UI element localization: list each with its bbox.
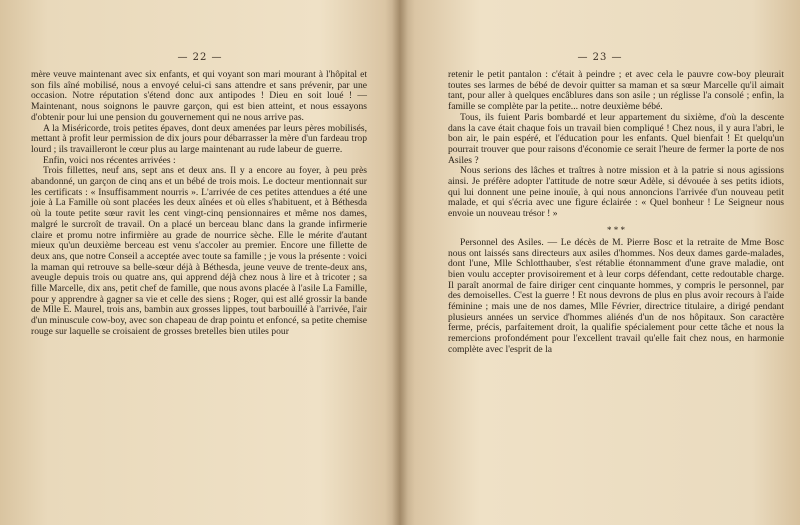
right-page-text [448, 70, 784, 356]
paragraph: A la Miséricorde, trois petites épaves, dont deux amenées par leurs pères mobilisés, mettant à profit leur permission de dix jours pour débarrasser la mère d'un fardeau trop lourd ; ils travailleront le cœur plus au large maintenant au rude labeur de guerre. [31, 122, 367, 155]
section-separator: * * * [607, 224, 625, 235]
paragraph: Nous serions des lâches et traîtres à notre mission et à la patrie si nous agissions ainsi. Je préfère adopter l'attitude de notre sœur Adèle, si dévouée à ses petits idiots, qui lui donnent une peine inouïe, à qui nous annoncions l'arrivée d'un nouveau petit malade, et qui s'écria avec une figure éclairée : « Quel bonheur ! Le Seigneur nous envoie un nouveau trésor ! » [448, 165, 784, 220]
page-number-right: — 23 — [577, 52, 623, 63]
left-page-text [31, 70, 367, 338]
paragraph: Enfin, voici nos récentes arrivées : [43, 154, 176, 166]
right-page [400, 0, 800, 525]
paragraph: retenir le petit pantalon : c'était à peindre ; et avec cela le pauvre cow-boy pleurait toutes ses larmes de bébé de devoir quitter sa maman et sa sœur Marcelle qu'il aimait tant, pour aller à quelques encâblures dans son asile ; un réglisse l'a consolé ; enfin, la famille se complète par la petite... notre deuxième bébé. [448, 69, 784, 113]
paragraph: mère veuve maintenant avec six enfants, et qui voyant son mari mourant à l'hôpital et son fils aîné mobilisé, nous a envoyé celui-ci sans attendre et sans prévenir, par une occasion. Notre réputation s'étend donc aux antipodes ! Dieu en soit loué ! — Maintenant, nous soignons le pauvre garçon, qui est bien atteint, et nous essayons d'obtenir pour lui une pension du gouvernement qui ne nous arrive pas. [31, 69, 367, 123]
page-number-left: — 22 — [177, 52, 223, 63]
paragraph: Tous, ils fuient Paris bombardé et leur appartement du sixième, d'où la descente dans la cave était chaque fois un travail bien compliqué ! Chez nous, il y aura l'abri, le bon air, le pain espéré, et l'éducation pour les enfants. Quel bienfait ! Et quelqu'un pourrait trouver que pour raisons d'économie ce serait l'heure de fermer la porte de nos Asiles ? [448, 111, 784, 166]
paragraph: Personnel des Asiles. — Le décès de M. Pierre Bosc et la retraite de Mme Bosc nous ont laissés sans directeurs aux asiles d'hommes. Nos deux dames garde-malades, dont l'une, Mlle Schlotthauber, s'est rétablie étonnamment d'une grave maladie, ont bien voulu accepter provisoirement et à leur corps défendant, cette redoutable charge. Il paraît anormal de faire diriger cent cinquante hommes, y compris le personnel, par des demoiselles. C'est la guerre ! Et nous devrons de plus en plus avoir recours à l'aide féminine ; mais une de nos dames, Mlle Février, directrice titulaire, a dirigé pendant plusieurs années un service d'hommes aliénés d'un de nos hôpitaux. Son caractère ferme, précis, parfaitement droit, la qualifie spécialement pour cette tâche et nous la remercions profondément pour l'excellent travail qu'elle fait chez nous, en harmonie complète avec l'esprit de la [448, 236, 784, 355]
paragraph: Trois fillettes, neuf ans, sept ans et deux ans. Il y a encore au foyer, à peu près abandonné, un garçon de cinq ans et un bébé de trois mois. Le docteur mentionnait sur les certificats : « Insuffisamment nourris ». L'arrivée de ces petites attendues a été une joie à La Famille où sont placées les deux aînées et où elles s'habituent, et à Béthesda où la toute petite sœur ravit les cent vingt-cinq pensionnaires et même nos dames, malgré le surcroît de travail. On a placé un berceau blanc dans la grande infirmerie claire et promu notre infirmière au grade de nourrice sèche. Elle le mérite d'autant mieux qu'un deuxième berceau est venu s'accoler au premier. Encore une fillette de deux ans, que notre Conseil a acceptée avec toute sa famille ; je vous la présente : voici la maman qui retrouve sa belle-sœur déjà à Béthesda, jeune veuve de trente-deux ans, aveugle depuis trois ou quatre ans, qui apprend déjà chez nous à lire et à tricoter ; sa fille Marcelle, dix ans, petit chef de famille, que nous avons placée à l'asile La Famille, pour y apprendre à gagner sa vie et celle des siens ; Roger, qui est allé grossir la bande de Mlle E. Maurel, trois ans, bambin aux grosses lippes, tout barbouillé à l'arrivée, l'air d'un minuscule cow-boy, avec son chapeau de drap pointu et enfoncé, sa petite chemise rouge sur laquelle se croisaient de grosses bretelles bien utiles pour [31, 165, 367, 337]
